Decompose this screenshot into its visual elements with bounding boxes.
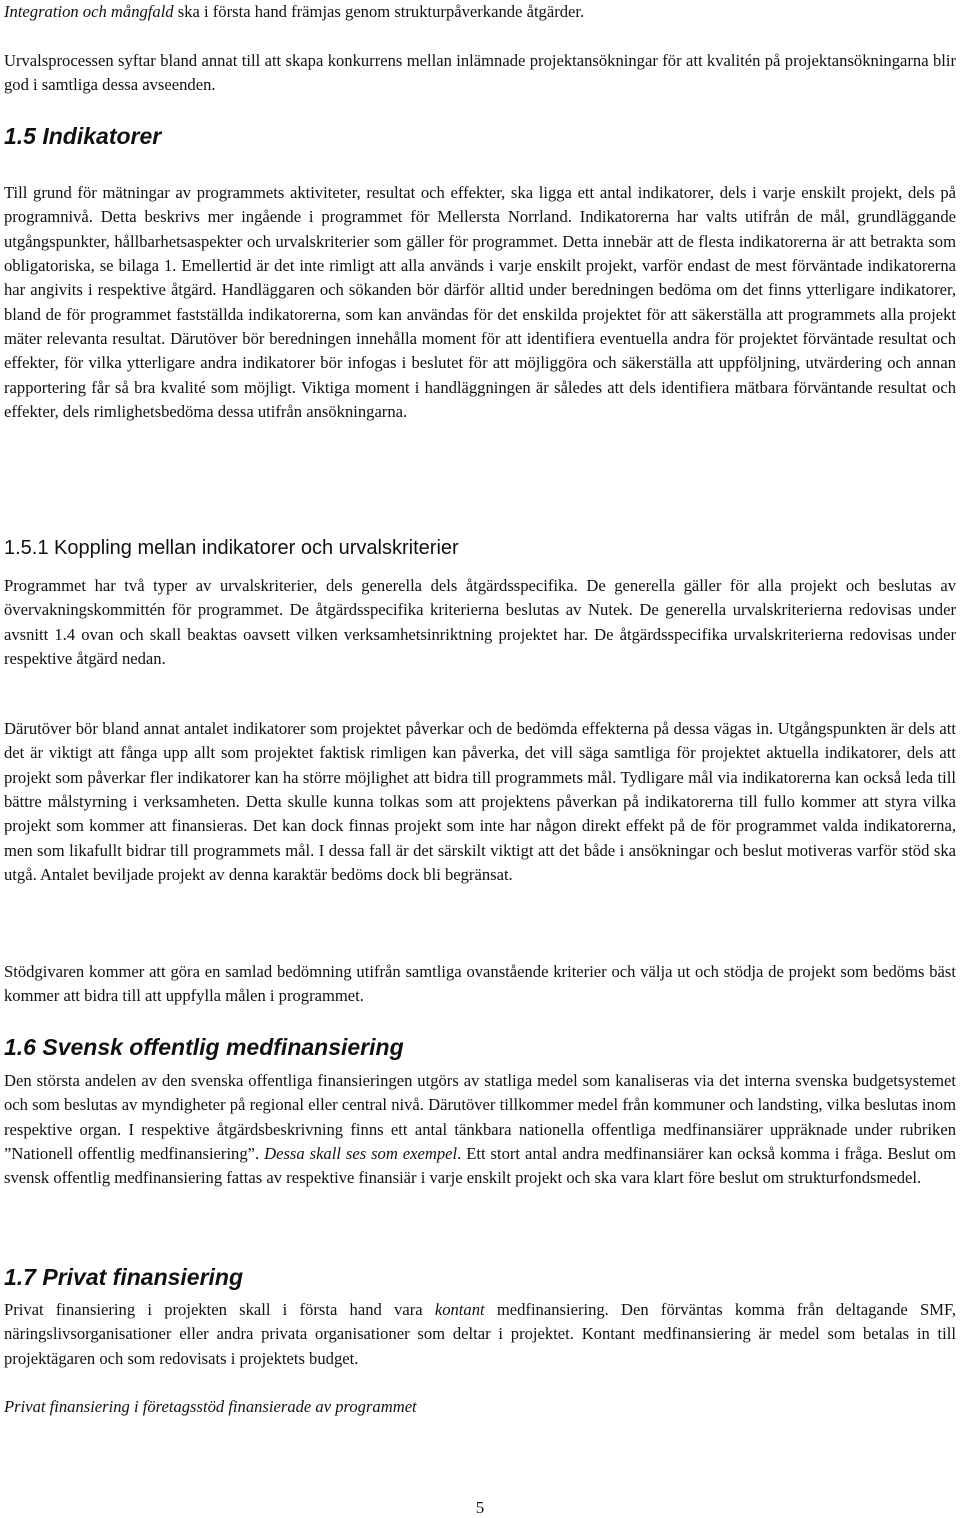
section-heading-1-6: 1.6 Svensk offentlig medfinansiering [4,1034,404,1060]
paragraph-antal-indikatorer: Därutöver bör bland annat antalet indikatorer som projektet påverkar och de bedömda effekterna på dessa vägas in. Utgångspunkten är dels att det är viktigt att fånga upp allt som projektet faktisk rimligen kan påverka, det vill säga samtliga för projektet aktuella indikatorer, dels att projekt som påverkar fler indikatorer kan ha större möjlighet att bidra till programmets mål. Tydligare mål via indikatorerna kan också leda till bättre målstyrning i verksamheten. Detta skulle kunna tolkas som att projektens påverkan på indikatorerna till fullo kommer att styra vilka projekt som kommer att finansieras. Det kan dock finnas projekt som inte har någon direkt effekt på de för programmet valda indikatorerna, men som likafullt bidrar till programmets mål. I dessa fall är det särskilt viktigt att det både i ansökningar och beslut motiveras varför stöd ska utgå. Antalet beviljade projekt av denna karaktär bedöms dock bli begränsat. [4,719,956,885]
italic-subheading-foretagsstod: Privat finansiering i företagsstöd finansierade av programmet [4,1397,417,1416]
section-heading-1-5: 1.5 Indikatorer [4,123,162,149]
document-page [4,0,956,1517]
section-heading-1-7: 1.7 Privat finansiering [4,1264,244,1290]
paragraph-privat-finansiering [4,1298,956,1371]
paragraph-urvalskriterier: Programmet har två typer av urvalskriterier, dels generella dels åtgärdsspecifika. De generella gäller för alla projekt och beslutas av övervakningskommittén för programmet. De åtgärdsspecifika kriterierna beslutas av Nutek. De generella urvalskriterierna redovisas under avsnitt 1.4 ovan och skall beaktas oavsett vilken verksamhetsinriktning projektet har. De åtgärdsspecifika urvalskriterierna redovisas under respektive åtgärd nedan. [4,576,956,669]
italic-phrase: Integration och mångfald [4,2,174,21]
paragraph-integration [4,0,956,24]
paragraph-text: . Ett stort antal andra medfinansiärer kan också komma i fråga. Beslut om svensk offentlig medfinansiering fattas av respektive finansiär i varje enskilt projekt och ska vara klart före beslut om strukturfondsmedel. [4,1144,956,1188]
paragraph-offentlig-medfinansiering [4,1069,956,1191]
paragraph-stodgivaren: Stödgivaren kommer att göra en samlad bedömning utifrån samtliga ovanstående kriterier och välja ut och stödja de projekt som bedöms bäst kommer att bidra till att uppfylla målen i programmet. [4,962,956,1006]
paragraph-text: Den största andelen av den svenska offentliga finansieringen utgörs av statliga medel som kanaliseras via det interna svenska budgetsystemet och som beslutas av myndigheter på regional eller central nivå. Därutöver tillkommer medel från kommuner och landsting, vilka beslutas inom respektive organ. I respektive åtgärdsbeskrivning finns ett antal tänkbara nationella offentliga medfinansiärer uppräknade under rubriken ”Nationell offentlig medfinansiering”. [4,1071,956,1164]
paragraph-indikatorer: Till grund för mätningar av programmets aktiviteter, resultat och effekter, ska ligga ett antal indikatorer, dels i varje enskilt projekt, dels på programnivå. Detta beskrivs mer ingående i programmet för Mellersta Norrland. Indikatorerna har valts utifrån de mål, grundläggande utgångspunkter, hållbarhetsaspekter och urvalskriterier som gäller för programmet. Detta innebär att de flesta indikatorerna är att betrakta som obligatoriska, se bilaga 1. Emellertid är det inte rimligt att alla används i varje enskilt projekt, varför endast de mest förväntade indikatorerna har angivits i respektive åtgärd. Handläggaren och sökanden bör därför alltid under beredningen bedöma om det finns ytterligare indikatorer, bland de för programmet fastställda indikatorerna, som kan användas för det enskilda projektet för att säkerställa att programmets alla projekt mäter relevanta resultat. Därutöver bör beredningen innehålla moment för att identifiera eventuella andra för projektet förväntade resultat och effekter, för vilka ytterligare andra indikatorer bör infogas i beslutet för att möjliggöra och säkerställa att uppföljning, utvärdering och annan rapportering får så bra kvalité som möjligt. Viktiga moment i handläggningen är således att dels identifiera mätbara förväntande resultat och effekter, dels rimlighetsbedöma dessa utifrån ansökningarna. [4,183,956,422]
page-number: 5 [475,1498,485,1517]
italic-phrase: Dessa skall ses som exempel [264,1144,458,1164]
paragraph-text: medfinansiering. Den förväntas komma från deltagande SMF, näringslivsorganisationer eller andra privata organisationer som deltar i projektet. Kontant medfinansiering är medel som betalas in till projektägaren och som redovisats i projektets budget. [4,1300,956,1368]
italic-phrase: kontant [434,1300,485,1319]
paragraph-text: Privat finansiering i projekten skall i första hand vara [4,1300,435,1319]
paragraph-urvalsprocessen: Urvalsprocessen syftar bland annat till att skapa konkurrens mellan inlämnade projektansökningar för att kvalitén på projektansökningarna blir god i samtliga dessa avseenden. [4,51,956,95]
paragraph-text: ska i första hand främjas genom strukturpåverkande åtgärder. [173,2,585,21]
section-heading-1-5-1: 1.5.1 Koppling mellan indikatorer och urvalskriterier [4,537,459,559]
